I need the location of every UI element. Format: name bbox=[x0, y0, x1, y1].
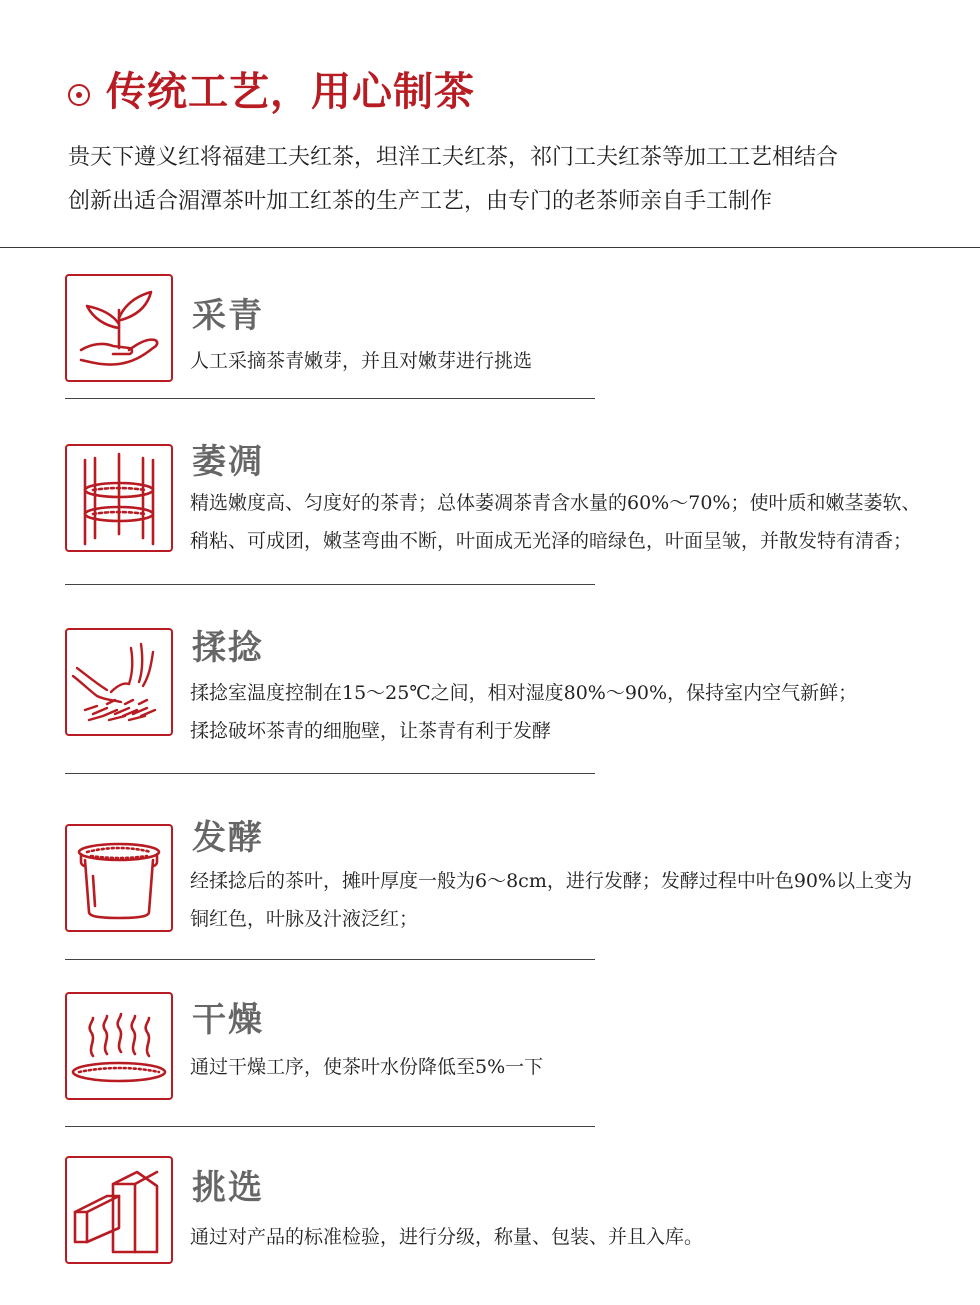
rolling-hands-icon bbox=[65, 628, 173, 736]
step-desc-line: 铜红色，叶脉及汁液泛红； bbox=[190, 908, 419, 930]
step-desc-line: 精选嫩度高、匀度好的茶青；总体萎凋茶青含水量的60%～70%；使叶质和嫩茎萎软、 bbox=[190, 492, 921, 514]
withering-rack-icon bbox=[65, 444, 173, 552]
hand-sprout-icon bbox=[65, 274, 173, 382]
step-title: 发酵 bbox=[192, 818, 264, 858]
step-desc-line: 揉捻破坏茶青的细胞壁，让茶青有利于发酵 bbox=[190, 720, 552, 742]
step-title: 采青 bbox=[192, 296, 264, 336]
header-section bbox=[0, 0, 980, 248]
step-divider bbox=[65, 773, 595, 774]
circle-dot-icon bbox=[68, 84, 90, 106]
page-title: 传统工艺，用心制茶 bbox=[106, 68, 475, 115]
intro-line: 创新出适合湄潭茶叶加工红茶的生产工艺，由专门的老茶师亲自手工制作 bbox=[68, 189, 773, 214]
steaming-tray-icon bbox=[65, 992, 173, 1100]
step-title: 挑选 bbox=[192, 1168, 264, 1208]
step-title: 萎凋 bbox=[192, 442, 264, 482]
step-divider bbox=[65, 398, 595, 399]
step-desc-line: 人工采摘茶青嫩芽，并且对嫩芽进行挑选 bbox=[190, 350, 533, 372]
intro-text bbox=[68, 136, 948, 224]
title-row bbox=[68, 66, 475, 118]
fermentation-bucket-icon bbox=[65, 824, 173, 932]
intro-line: 贵天下遵义红将福建工夫红茶，坦洋工夫红茶，祁门工夫红茶等加工工艺相结合 bbox=[68, 145, 839, 170]
step-desc-line: 经揉捻后的茶叶，摊叶厚度一般为6～8cm，进行发酵；发酵过程中叶色90%以上变为 bbox=[190, 870, 913, 892]
step-desc-line: 通过对产品的标准检验，进行分级，称量、包装、并且入库。 bbox=[190, 1226, 704, 1248]
step-desc-line: 通过干燥工序，使茶叶水份降低至5%一下 bbox=[190, 1056, 544, 1078]
step-desc-line: 揉捻室温度控制在15～25℃之间，相对湿度80%～90%，保持室内空气新鲜； bbox=[190, 682, 858, 704]
package-box-icon bbox=[65, 1156, 173, 1264]
step-divider bbox=[65, 584, 595, 585]
step-title: 干燥 bbox=[192, 1000, 264, 1040]
header-divider bbox=[0, 247, 980, 248]
step-divider bbox=[65, 1126, 595, 1127]
step-title: 揉捻 bbox=[192, 628, 264, 668]
step-desc-line: 稍粘、可成团，嫩茎弯曲不断，叶面成无光泽的暗绿色，叶面呈皱，并散发特有清香； bbox=[190, 530, 913, 552]
step-divider bbox=[65, 959, 595, 960]
